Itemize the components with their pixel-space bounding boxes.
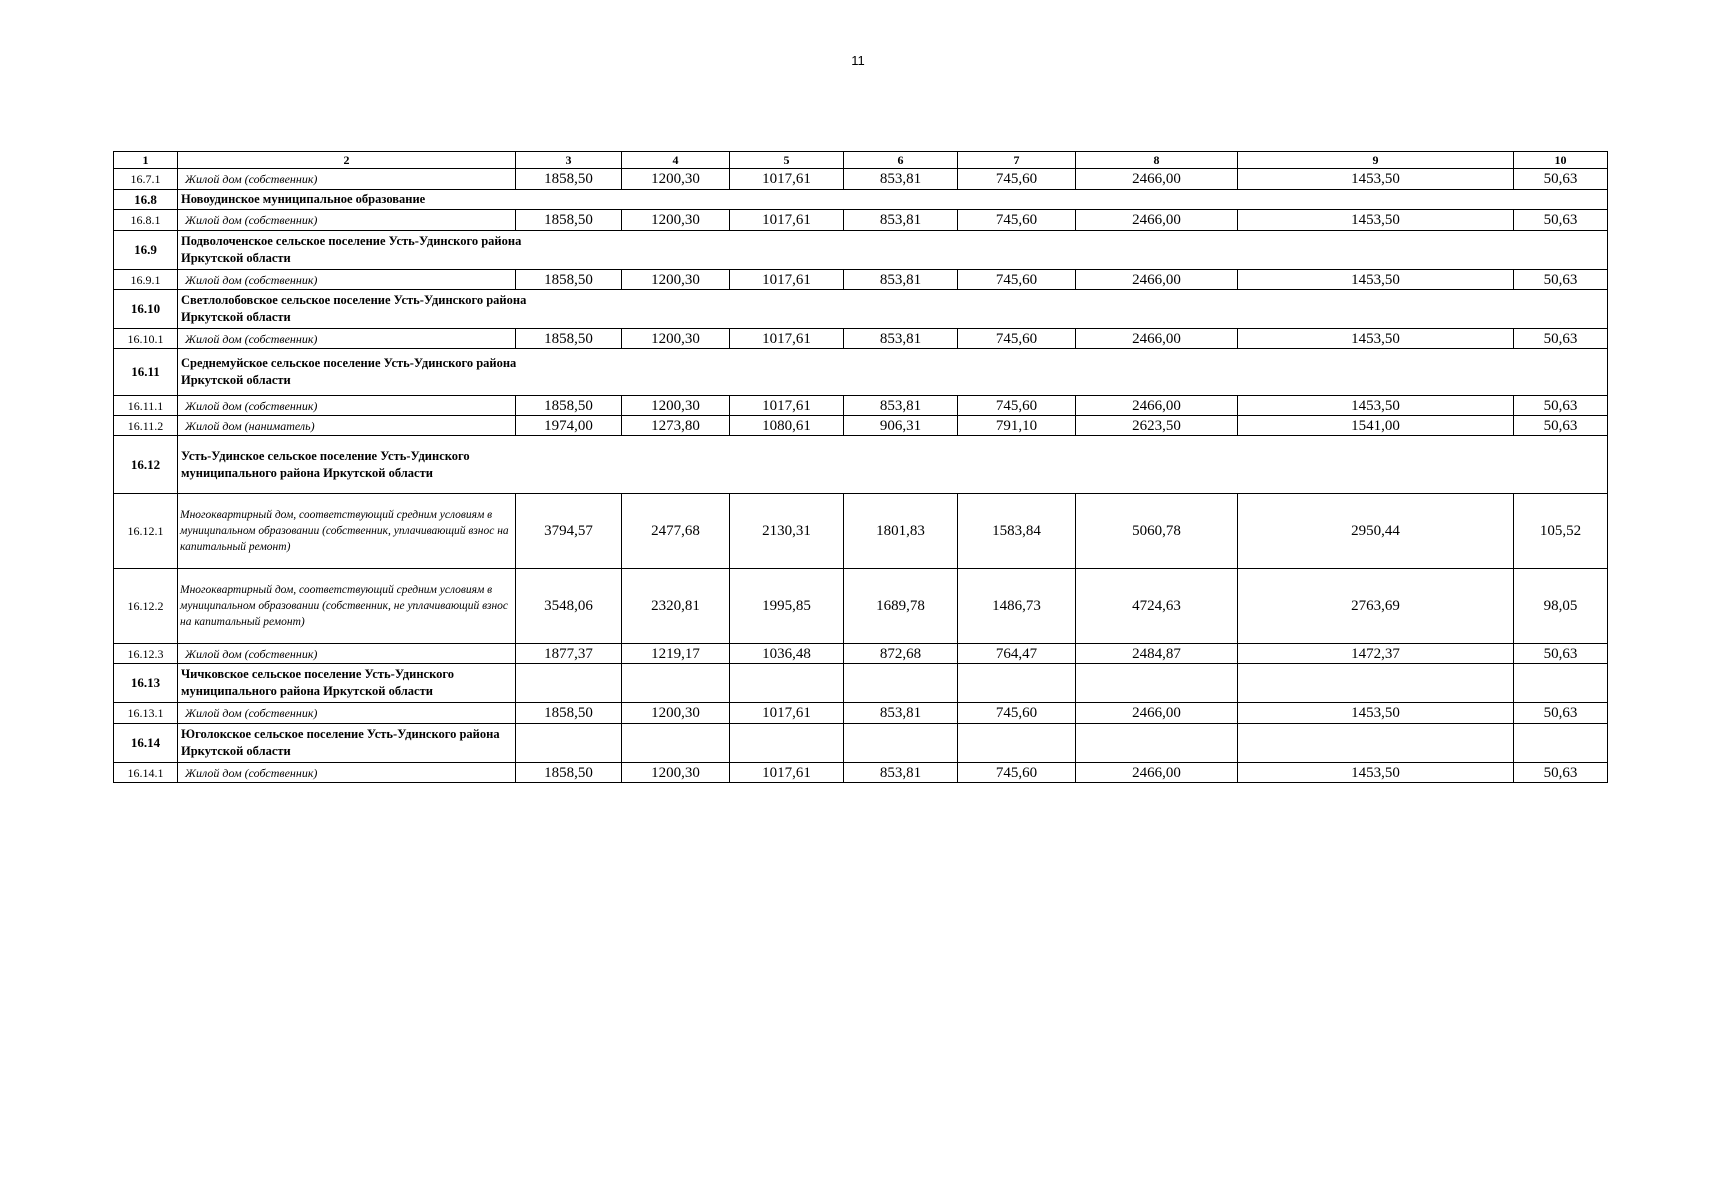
value-cell: 50,63	[1514, 169, 1608, 190]
column-number: 10	[1514, 152, 1608, 169]
value-cell: 745,60	[958, 270, 1076, 290]
value-cell: 853,81	[844, 703, 958, 724]
value-cell: 1017,61	[730, 210, 844, 231]
value-cell: 2466,00	[1076, 703, 1238, 724]
empty-cell	[1514, 664, 1608, 703]
column-number: 6	[844, 152, 958, 169]
table-row	[114, 329, 1608, 349]
value-cell: 764,47	[958, 644, 1076, 664]
empty-cell	[1076, 664, 1238, 703]
value-cell: 2466,00	[1076, 329, 1238, 349]
section-row	[114, 290, 1608, 329]
value-cell: 2484,87	[1076, 644, 1238, 664]
value-cell: 50,63	[1514, 329, 1608, 349]
value-cell: 1200,30	[622, 703, 730, 724]
section-code: 16.12	[114, 436, 178, 494]
empty-cell	[844, 724, 958, 763]
value-cell: 1801,83	[844, 494, 958, 569]
table-row	[114, 396, 1608, 416]
empty-cell	[1514, 724, 1608, 763]
value-cell: 1858,50	[516, 703, 622, 724]
value-cell: 1017,61	[730, 703, 844, 724]
empty-cell	[844, 664, 958, 703]
value-cell: 1017,61	[730, 396, 844, 416]
section-title: Светлолобовское сельское поселение Усть-Удинского района Иркутской области	[178, 290, 1608, 329]
row-code: 16.11.2	[114, 416, 178, 436]
value-cell: 1858,50	[516, 169, 622, 190]
value-cell: 2466,00	[1076, 763, 1238, 783]
value-cell: 1858,50	[516, 396, 622, 416]
value-cell: 1858,50	[516, 210, 622, 231]
value-cell: 50,63	[1514, 416, 1608, 436]
value-cell: 1017,61	[730, 169, 844, 190]
value-cell: 853,81	[844, 329, 958, 349]
value-cell: 853,81	[844, 763, 958, 783]
value-cell: 2320,81	[622, 569, 730, 644]
value-cell: 1541,00	[1238, 416, 1514, 436]
section-row	[114, 349, 1608, 396]
section-code: 16.13	[114, 664, 178, 703]
value-cell: 2130,31	[730, 494, 844, 569]
row-code: 16.11.1	[114, 396, 178, 416]
empty-cell	[730, 664, 844, 703]
section-code: 16.11	[114, 349, 178, 396]
value-cell: 1273,80	[622, 416, 730, 436]
table-row	[114, 169, 1608, 190]
section-title: Новоудинское муниципальное образование	[178, 190, 1608, 210]
value-cell: 3794,57	[516, 494, 622, 569]
value-cell: 1858,50	[516, 270, 622, 290]
value-cell: 1453,50	[1238, 329, 1514, 349]
value-cell: 1453,50	[1238, 703, 1514, 724]
table-row	[114, 569, 1608, 644]
value-cell: 1036,48	[730, 644, 844, 664]
row-label: Жилой дом (собственник)	[178, 270, 516, 290]
value-cell: 1200,30	[622, 763, 730, 783]
value-cell: 1017,61	[730, 329, 844, 349]
table-row	[114, 763, 1608, 783]
empty-cell	[516, 724, 622, 763]
value-cell: 1472,37	[1238, 644, 1514, 664]
empty-cell	[1076, 724, 1238, 763]
row-code: 16.8.1	[114, 210, 178, 231]
value-cell: 853,81	[844, 169, 958, 190]
section-title: Подволоченское сельское поселение Усть-Удинского района Иркутской области	[178, 231, 1608, 270]
row-label: Жилой дом (наниматель)	[178, 416, 516, 436]
column-number: 4	[622, 152, 730, 169]
section-title: Среднемуйское сельское поселение Усть-Удинского района Иркутской области	[178, 349, 1608, 396]
value-cell: 1858,50	[516, 329, 622, 349]
value-cell: 791,10	[958, 416, 1076, 436]
row-code: 16.9.1	[114, 270, 178, 290]
value-cell: 1486,73	[958, 569, 1076, 644]
table-row	[114, 416, 1608, 436]
value-cell: 2477,68	[622, 494, 730, 569]
value-cell: 1200,30	[622, 169, 730, 190]
value-cell: 5060,78	[1076, 494, 1238, 569]
value-cell: 906,31	[844, 416, 958, 436]
empty-cell	[1238, 724, 1514, 763]
section-code: 16.14	[114, 724, 178, 763]
value-cell: 2623,50	[1076, 416, 1238, 436]
value-cell: 50,63	[1514, 703, 1608, 724]
value-cell: 1583,84	[958, 494, 1076, 569]
value-cell: 2950,44	[1238, 494, 1514, 569]
column-number: 7	[958, 152, 1076, 169]
empty-cell	[730, 724, 844, 763]
value-cell: 853,81	[844, 396, 958, 416]
value-cell: 4724,63	[1076, 569, 1238, 644]
value-cell: 50,63	[1514, 396, 1608, 416]
section-title: Чичковское сельское поселение Усть-Удинского муниципального района Иркутской области	[178, 664, 516, 703]
row-code: 16.13.1	[114, 703, 178, 724]
value-cell: 50,63	[1514, 270, 1608, 290]
row-code: 16.12.3	[114, 644, 178, 664]
value-cell: 1200,30	[622, 210, 730, 231]
value-cell: 1200,30	[622, 396, 730, 416]
value-cell: 745,60	[958, 210, 1076, 231]
value-cell: 1877,37	[516, 644, 622, 664]
column-number-row	[114, 152, 1608, 169]
value-cell: 1200,30	[622, 329, 730, 349]
value-cell: 50,63	[1514, 644, 1608, 664]
value-cell: 2763,69	[1238, 569, 1514, 644]
value-cell: 745,60	[958, 169, 1076, 190]
row-label: Жилой дом (собственник)	[178, 329, 516, 349]
section-row	[114, 664, 1608, 703]
value-cell: 1200,30	[622, 270, 730, 290]
value-cell: 1017,61	[730, 763, 844, 783]
value-cell: 1974,00	[516, 416, 622, 436]
value-cell: 1453,50	[1238, 169, 1514, 190]
row-code: 16.7.1	[114, 169, 178, 190]
value-cell: 745,60	[958, 763, 1076, 783]
section-row	[114, 190, 1608, 210]
value-cell: 1080,61	[730, 416, 844, 436]
column-number: 5	[730, 152, 844, 169]
column-number: 9	[1238, 152, 1514, 169]
section-title: Усть-Удинское сельское поселение Усть-Удинского муниципального района Иркутской области	[178, 436, 1608, 494]
value-cell: 853,81	[844, 270, 958, 290]
value-cell: 105,52	[1514, 494, 1608, 569]
section-code: 16.8	[114, 190, 178, 210]
section-code: 16.10	[114, 290, 178, 329]
value-cell: 745,60	[958, 703, 1076, 724]
column-number: 1	[114, 152, 178, 169]
value-cell: 1858,50	[516, 763, 622, 783]
row-label: Жилой дом (собственник)	[178, 703, 516, 724]
value-cell: 2466,00	[1076, 270, 1238, 290]
table-row	[114, 270, 1608, 290]
empty-cell	[958, 724, 1076, 763]
table-row	[114, 494, 1608, 569]
column-number: 2	[178, 152, 516, 169]
value-cell: 1219,17	[622, 644, 730, 664]
value-cell: 2466,00	[1076, 396, 1238, 416]
column-number: 3	[516, 152, 622, 169]
value-cell: 1453,50	[1238, 396, 1514, 416]
row-label: Жилой дом (собственник)	[178, 763, 516, 783]
value-cell: 2466,00	[1076, 169, 1238, 190]
value-cell: 2466,00	[1076, 210, 1238, 231]
section-code: 16.9	[114, 231, 178, 270]
section-row	[114, 724, 1608, 763]
value-cell: 3548,06	[516, 569, 622, 644]
table-row	[114, 210, 1608, 231]
section-row	[114, 231, 1608, 270]
empty-cell	[516, 664, 622, 703]
table-row	[114, 644, 1608, 664]
row-label: Многоквартирный дом, соответствующий средним условиям в муниципальном образовании (собственник, уплачивающий взнос на капитальный ремонт)	[178, 494, 516, 569]
value-cell: 1453,50	[1238, 270, 1514, 290]
value-cell: 745,60	[958, 329, 1076, 349]
value-cell: 50,63	[1514, 763, 1608, 783]
empty-cell	[622, 664, 730, 703]
table-row	[114, 703, 1608, 724]
column-number: 8	[1076, 152, 1238, 169]
row-label: Многоквартирный дом, соответствующий средним условиям в муниципальном образовании (собственник, не уплачивающий взнос на капитальный ремонт)	[178, 569, 516, 644]
value-cell: 1995,85	[730, 569, 844, 644]
page-number: 11	[851, 53, 865, 68]
value-cell: 50,63	[1514, 210, 1608, 231]
row-label: Жилой дом (собственник)	[178, 644, 516, 664]
value-cell: 98,05	[1514, 569, 1608, 644]
value-cell: 1453,50	[1238, 210, 1514, 231]
row-label: Жилой дом (собственник)	[178, 169, 516, 190]
value-cell: 853,81	[844, 210, 958, 231]
row-code: 16.12.2	[114, 569, 178, 644]
value-cell: 745,60	[958, 396, 1076, 416]
value-cell: 1689,78	[844, 569, 958, 644]
section-row	[114, 436, 1608, 494]
table-body	[114, 152, 1608, 783]
row-code: 16.12.1	[114, 494, 178, 569]
row-code: 16.10.1	[114, 329, 178, 349]
value-cell: 1453,50	[1238, 763, 1514, 783]
value-cell: 1017,61	[730, 270, 844, 290]
empty-cell	[622, 724, 730, 763]
section-title: Юголокское сельское поселение Усть-Удинского района Иркутской области	[178, 724, 516, 763]
tariff-table	[113, 151, 1608, 783]
value-cell: 872,68	[844, 644, 958, 664]
empty-cell	[958, 664, 1076, 703]
empty-cell	[1238, 664, 1514, 703]
row-label: Жилой дом (собственник)	[178, 396, 516, 416]
row-label: Жилой дом (собственник)	[178, 210, 516, 231]
row-code: 16.14.1	[114, 763, 178, 783]
